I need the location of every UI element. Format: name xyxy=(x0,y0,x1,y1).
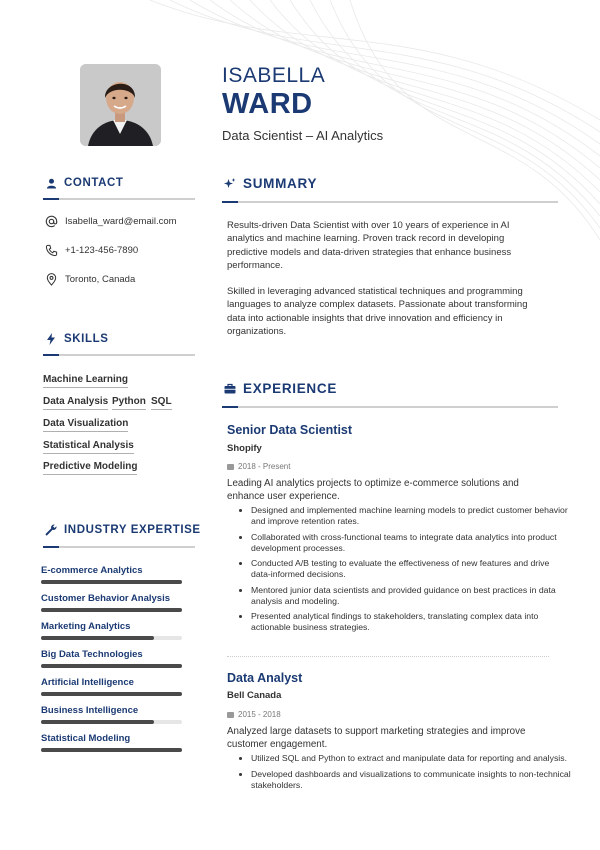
expertise-bar xyxy=(41,720,182,724)
expertise-bar xyxy=(41,636,182,640)
calendar-icon xyxy=(227,712,234,718)
skill-tag: Data Analysis xyxy=(43,396,108,410)
expertise-label: Big Data Technologies xyxy=(41,649,143,660)
contact-email xyxy=(44,214,177,228)
skill-tag: SQL xyxy=(151,396,172,410)
job-bullet: • Presented analytical findings to stakeholders, translating complex data into actionable business strategies. xyxy=(251,611,571,633)
skill-tag: Predictive Modeling xyxy=(43,461,137,475)
phone-icon xyxy=(44,243,58,257)
person-icon xyxy=(44,176,58,190)
industry-expertise-title: INDUSTRY EXPERTISE xyxy=(64,524,201,536)
expertise-label: Customer Behavior Analysis xyxy=(41,593,170,604)
industry-expertise-divider xyxy=(43,546,195,548)
sparkle-icon xyxy=(223,177,237,191)
expertise-label: E-commerce Analytics xyxy=(41,565,143,576)
profile-photo xyxy=(80,64,161,146)
expertise-bar-fill xyxy=(41,580,182,584)
job-summary: Leading AI analytics projects to optimize e-commerce solutions and enhance user experience. xyxy=(227,478,519,502)
experience-section-header xyxy=(223,381,337,396)
job-bullets xyxy=(238,753,571,795)
skill-tag: Machine Learning xyxy=(43,374,128,388)
expertise-bar xyxy=(41,608,182,612)
job-summary: Analyzed large datasets to support marketing strategies and improve customer engagement. xyxy=(227,726,526,750)
first-name: ISABELLA xyxy=(222,64,326,87)
calendar-icon xyxy=(227,464,234,470)
lightning-icon xyxy=(44,332,58,346)
skills-section-header xyxy=(44,332,109,346)
email-text[interactable]: Isabella_ward@email.com xyxy=(65,215,177,227)
expertise-label: Business Intelligence xyxy=(41,705,139,716)
expertise-bar-fill xyxy=(41,720,154,724)
experience-title: EXPERIENCE xyxy=(243,381,338,396)
job-bullet: • Designed and implemented machine learning models to predict customer behavior and improve retention rates. xyxy=(251,505,571,527)
phone-text[interactable]: +1-123-456-7890 xyxy=(65,244,139,256)
expertise-bar-fill xyxy=(41,748,182,752)
job-bullet: • Developed dashboards and visualizations to communicate insights to non-technical stakeholders. xyxy=(251,769,571,791)
industry-expertise-section-header xyxy=(44,523,201,537)
expertise-bar-fill xyxy=(41,664,182,668)
summary-paragraph: Results-driven Data Scientist with over 10 years of experience in AI analytics and machine learning. Proven track record in developing predictive models and data-driven strategies that enhance business performance. xyxy=(227,220,512,271)
contact-divider xyxy=(43,198,195,200)
job-dates-text: 2018 - Present xyxy=(238,462,291,471)
expertise-label: Statistical Modeling xyxy=(41,733,131,744)
job-role: Senior Data Scientist xyxy=(227,423,353,437)
map-pin-icon xyxy=(44,272,58,286)
contact-phone xyxy=(44,243,138,257)
job-bullet: • Conducted A/B testing to evaluate the effectiveness of new features and drive data-informed decisions. xyxy=(251,558,571,580)
job-bullet: • Mentored junior data scientists and provided guidance on best practices in data analysis and modeling. xyxy=(251,585,571,607)
job-bullet: • Utilized SQL and Python to extract and manipulate data for reporting and analysis. xyxy=(251,753,571,764)
experience-divider xyxy=(222,406,558,408)
job-bullets xyxy=(238,505,571,638)
job-company: Bell Canada xyxy=(227,690,282,701)
job-dates xyxy=(227,462,290,471)
skill-tag: Data Visualization xyxy=(43,418,128,432)
location-text: Toronto, Canada xyxy=(65,273,136,285)
last-name: WARD xyxy=(222,88,313,120)
job-separator xyxy=(227,656,549,657)
contact-location xyxy=(44,272,135,286)
summary-title: SUMMARY xyxy=(243,176,318,191)
expertise-bar-fill xyxy=(41,692,182,696)
contact-section-header xyxy=(44,176,124,190)
job-role: Data Analyst xyxy=(227,671,303,685)
job-dates-text: 2015 - 2018 xyxy=(238,710,281,719)
expertise-bar xyxy=(41,692,182,696)
skill-tag: Statistical Analysis xyxy=(43,440,134,454)
expertise-bar xyxy=(41,664,182,668)
expertise-label: Marketing Analytics xyxy=(41,621,131,632)
summary-paragraph: Skilled in leveraging advanced statistical techniques and programming languages to analyze complex datasets. Passionate about transforming data into actionable insights that drive innovation and efficiency in organizations. xyxy=(227,286,528,337)
summary-divider xyxy=(222,201,558,203)
expertise-bar-fill xyxy=(41,636,154,640)
briefcase-icon xyxy=(223,382,237,396)
job-dates xyxy=(227,710,281,719)
expertise-bar xyxy=(41,580,182,584)
wrench-icon xyxy=(44,523,58,537)
job-bullet: • Collaborated with cross-functional teams to integrate data analytics into product development processes. xyxy=(251,532,571,554)
job-company: Shopify xyxy=(227,443,262,454)
job-title: Data Scientist – AI Analytics xyxy=(222,128,384,143)
expertise-bar-fill xyxy=(41,608,182,612)
skills-title: SKILLS xyxy=(64,333,109,345)
expertise-bar xyxy=(41,748,182,752)
summary-section-header xyxy=(223,176,317,191)
contact-title: CONTACT xyxy=(64,177,124,189)
at-sign-icon xyxy=(44,214,58,228)
skills-divider xyxy=(43,354,195,356)
skill-tag: Python xyxy=(112,396,146,410)
expertise-label: Artificial Intelligence xyxy=(41,677,134,688)
